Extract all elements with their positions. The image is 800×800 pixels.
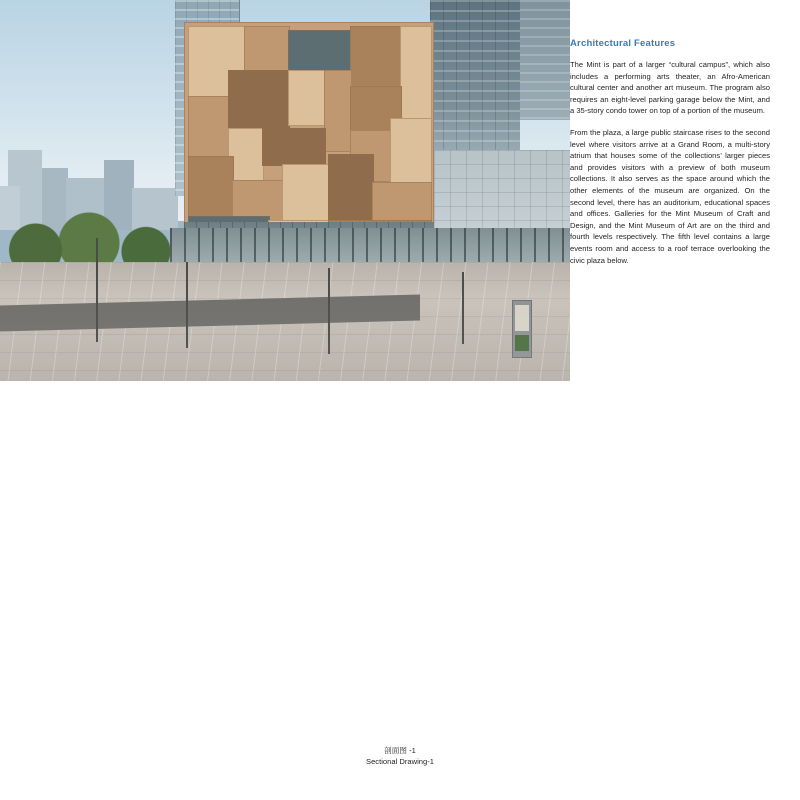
glass-tower-right — [430, 0, 520, 150]
caption-chinese: 剖面图 -1 — [384, 746, 416, 755]
facade-panel — [244, 26, 290, 72]
glass-tower-far-right — [520, 0, 570, 120]
architectural-features-section — [570, 38, 770, 276]
facade-panel — [400, 26, 432, 120]
kiosk-panel — [515, 335, 529, 351]
facade-panel — [282, 164, 330, 222]
light-pole — [96, 238, 98, 342]
facade-panel — [372, 182, 432, 222]
facade-panel — [188, 156, 234, 218]
building-section-drawing — [0, 396, 800, 800]
mint-museum-exterior-photograph — [0, 0, 570, 381]
facade-panel — [228, 70, 290, 130]
architectural-features-paragraph: The Mint is part of a larger “cultural campus”, which also includes a performing arts theater, an Afro-American cultural center and another art museum. The program also requires an eight-level parking garage below the Mint, and a 35-story condo tower on top of a portion of the museum. — [570, 60, 770, 116]
architectural-features-title: Architectural Features — [570, 38, 676, 49]
light-pole — [186, 262, 188, 348]
kiosk-panel — [515, 305, 529, 331]
section-drawing-svg — [0, 396, 800, 800]
light-pole — [462, 272, 464, 344]
architectural-features-paragraph: From the plaza, a large public staircase rises to the second level where visitors arrive at a Grand Room, a multi-story atrium that houses some of the collections’ larger pieces and provides visitors with a preview of both museum collections. It also serves as the space around which the other elements of the museum are organized. On the second level, there has an auditorium, educational spaces and offices. Galleries for the Mint Museum of Craft and Design, and the Mint Museum of Art are on the third and fourth levels respectively. The fifth level contains a large events room and access to a roof terrace overlooking the civic plaza below. — [570, 127, 770, 265]
facade-panel — [328, 154, 374, 222]
figure-caption — [0, 745, 800, 767]
facade-panel — [350, 26, 402, 88]
caption-english: Sectional Drawing-1 — [366, 757, 434, 766]
plaza-kiosk-sign — [512, 300, 532, 358]
light-pole — [328, 268, 330, 354]
facade-panel — [188, 96, 230, 158]
facade-panel — [288, 70, 326, 126]
facade-panel — [262, 128, 326, 166]
facade-panel — [324, 70, 352, 152]
facade-window — [288, 30, 352, 72]
facade-panel — [390, 118, 432, 184]
